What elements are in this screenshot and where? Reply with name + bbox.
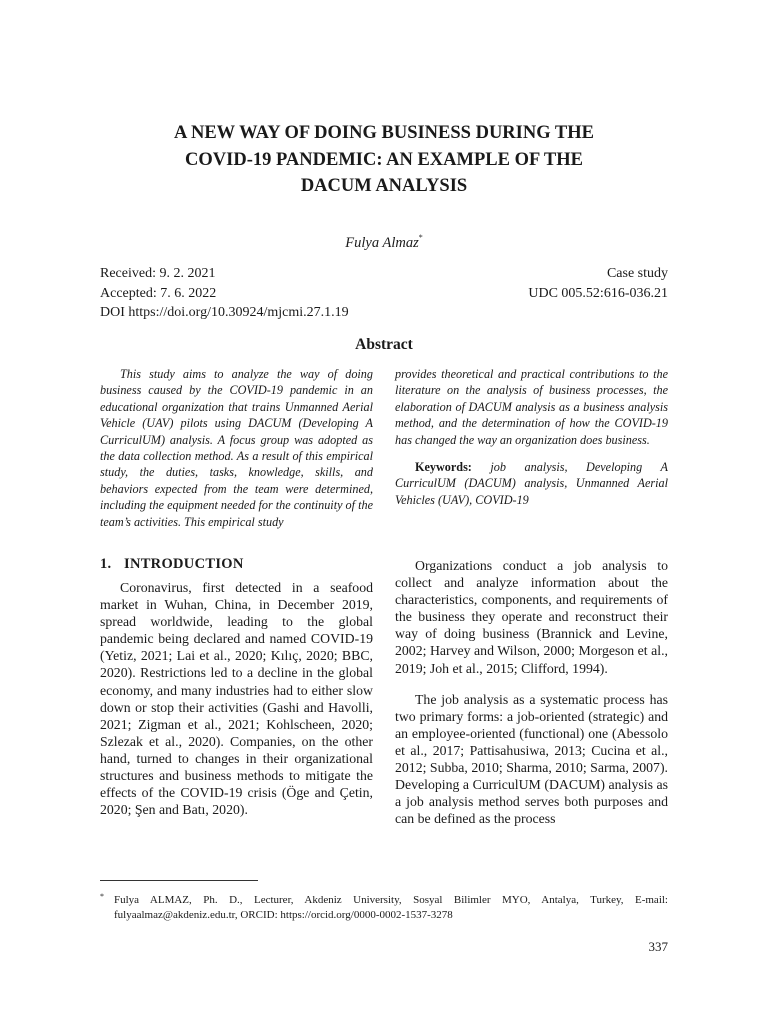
udc-code: UDC 005.52:616-036.21 bbox=[528, 285, 668, 301]
received-date: Received: 9. 2. 2021 bbox=[100, 266, 216, 281]
abstract-right-column bbox=[395, 366, 668, 508]
intro-paragraph-1: Coronavirus, first detected in a seafood market in Wuhan, China, in December 2019, spread worldwide, leading to the global pandemic being declared and named COVID-19 (Yetiz, 2021; Lai et al., 2020; Kılıç, 2020; BBC, 2020). Restrictions led to a decline in the global economy, and many industries had to either slow down or stop their activities (Gashi and Havolli, 2021; Zigman et al., 2021; Kohlscheen, 2020; Szlezak et al., 2020). Companies, on the other hand, turned to changes in their organizational structures and business methods to mitigate the effects of the COVID-19 crisis (Öge and Çetin, 2020; Şen and Batı, 2020). bbox=[100, 580, 373, 818]
keywords bbox=[395, 459, 668, 508]
article-dates bbox=[100, 264, 349, 323]
abstract-text-right: provides theoretical and practical contributions to the literature on the analysis of business processes, the elaboration of DACUM analysis as a business analysis method, and the determination of how the COVID-19 has changed the way an organization does business. bbox=[395, 367, 668, 447]
keywords-list: job analysis, Developing A CurriculUM (DACUM) analysis, Unmanned Aerial Vehicles (UAV), COVID-19 bbox=[395, 460, 668, 507]
section-title: INTRODUCTION bbox=[124, 556, 244, 572]
author-footnote-mark: * bbox=[418, 233, 423, 242]
accepted-date: Accepted: 7. 6. 2022 bbox=[100, 285, 217, 301]
abstract-text-left: This study aims to analyze the way of doing business caused by the COVID-19 pandemic in an educational organization that trains Unmanned Aerial Vehicle (UAV) pilots using DACUM (Developing A CurriculUM) analysis. A focus group was adopted as the data collection method. As a result of this empirical study, the duties, tasks, knowledge, skills, and behaviors expected from the team were determined, including the equipment needed for the continuity of the team’s activities. This empirical study bbox=[100, 367, 373, 529]
keywords-label: Keywords: bbox=[415, 460, 472, 475]
doi-link[interactable]: DOI https://doi.org/10.30924/mjcmi.27.1.19 bbox=[100, 305, 349, 320]
author-footnote bbox=[100, 893, 668, 922]
footnote-divider bbox=[100, 880, 258, 881]
author-name: Fulya Almaz bbox=[345, 235, 419, 251]
article-classification bbox=[528, 264, 668, 303]
section-number: 1. bbox=[100, 556, 112, 572]
body-right-column bbox=[395, 557, 668, 827]
author-line bbox=[0, 233, 768, 252]
abstract-left-column bbox=[100, 366, 373, 530]
footnote-mark: * bbox=[100, 892, 104, 901]
article-title bbox=[100, 120, 668, 200]
title-line: A NEW WAY OF DOING BUSINESS DURING THE bbox=[174, 123, 594, 143]
body-left-column bbox=[100, 556, 373, 818]
page-number: 337 bbox=[648, 939, 668, 954]
intro-paragraph-2: Organizations conduct a job analysis to collect and analyze information about the characteristics, components, and requirements of the business they operate and reconstruct their way of doing business (Brannick and Levine, 2002; Harvey and Wilson, 2000; Morgeson et al., 2019; Joh et al., 2015; Clifford, 1994). bbox=[395, 558, 668, 676]
section-heading-introduction bbox=[100, 556, 373, 573]
title-line: COVID-19 PANDEMIC: AN EXAMPLE OF THE bbox=[185, 149, 583, 170]
article-type: Case study bbox=[606, 266, 668, 281]
footnote-text: Fulya ALMAZ, Ph. D., Lecturer, Akdeniz University, Sosyal Bilimler MYO, Antalya, Turkey, E-mail: fulyaalmaz@akdeniz.edu.tr, ORCID: https://orcid.org/0000-0002-1537-3278 bbox=[114, 894, 668, 921]
abstract-heading: Abstract bbox=[355, 336, 413, 353]
title-line: DACUM ANALYSIS bbox=[300, 176, 468, 196]
intro-paragraph-3: The job analysis as a systematic process has two primary forms: a job-oriented (strategic) and an employee-oriented (functional) one (Abessolo et al., 2017; Pattisahusiwa, 2013; Cucina et al., 2012; Subba, 2010; Sharma, 2010; Sarma, 2007). Developing a CurriculUM (DACUM) analysis as a job analysis method serves both purposes and can be defined as the process bbox=[395, 691, 668, 827]
